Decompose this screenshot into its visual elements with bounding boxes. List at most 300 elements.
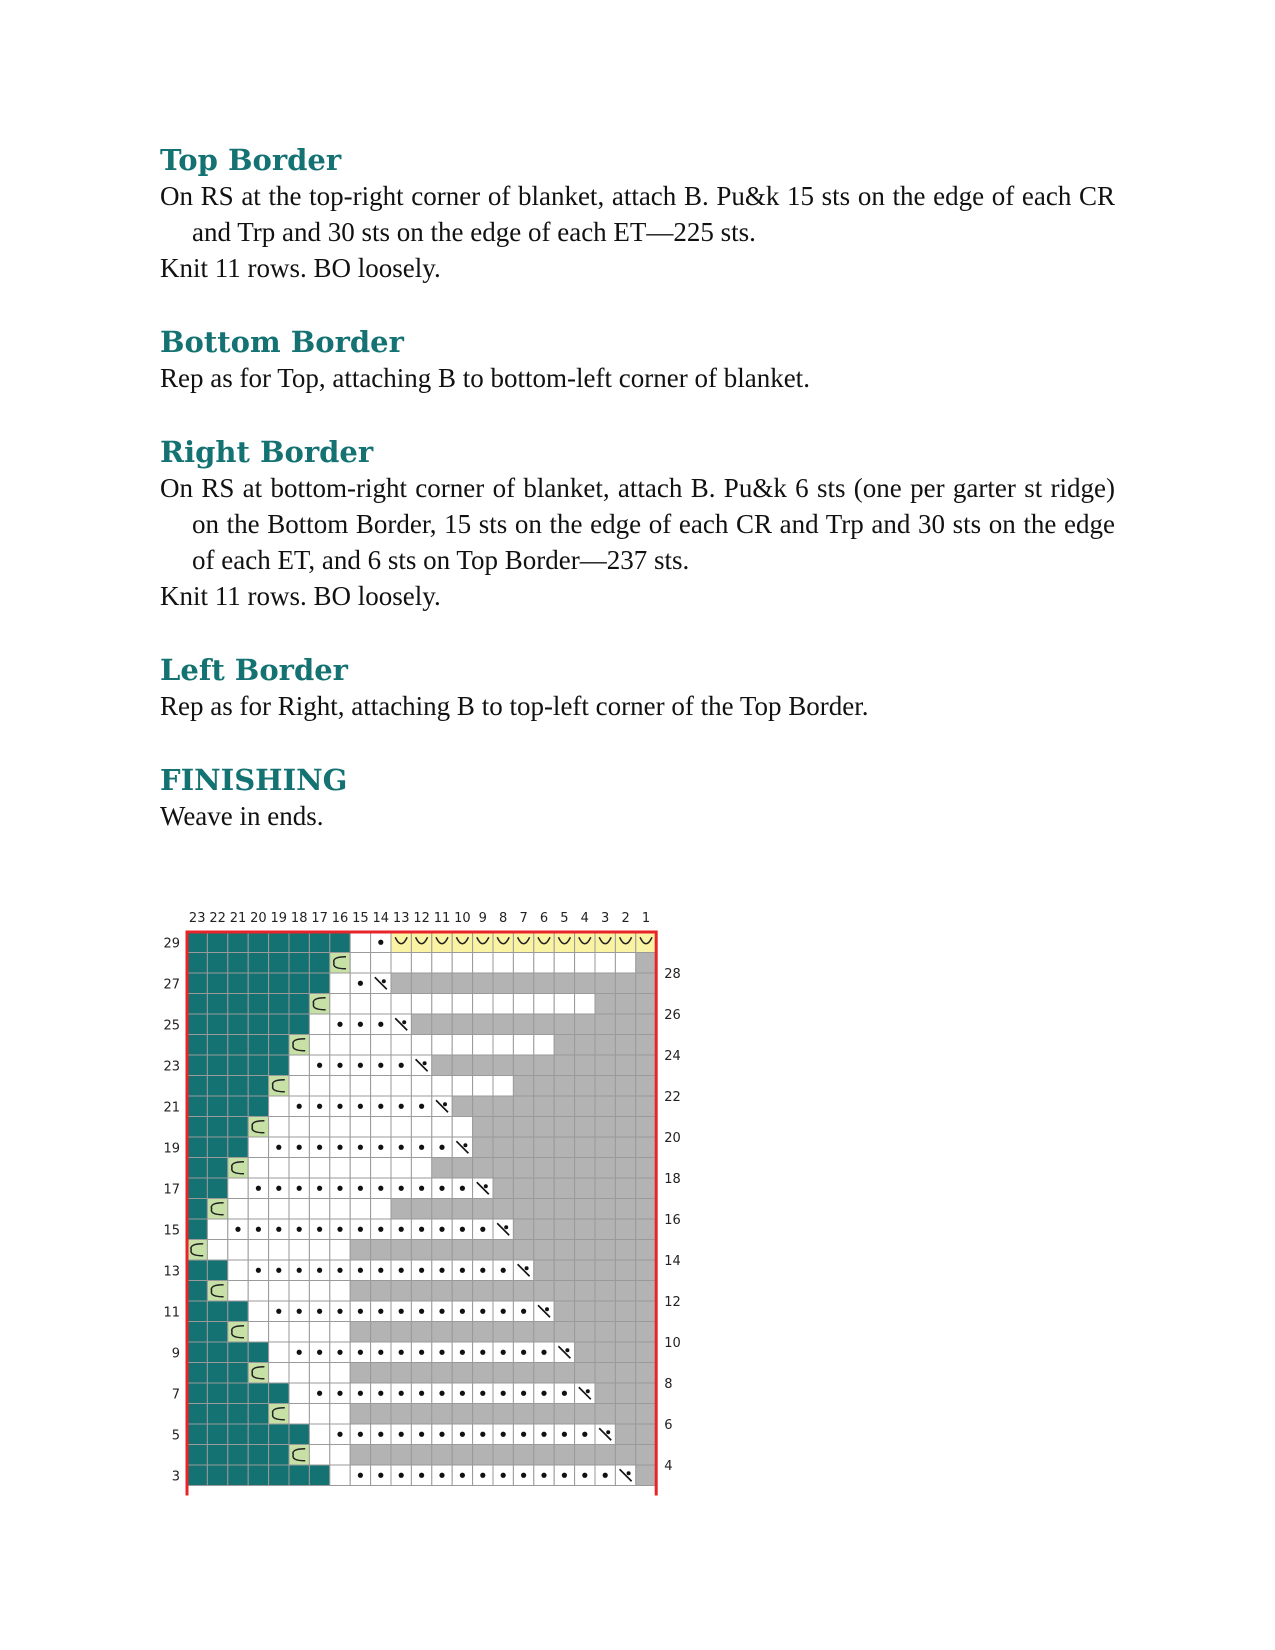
- chart-cell: [513, 1014, 533, 1035]
- chart-cell: [513, 1281, 533, 1302]
- chart-cell: [513, 1363, 533, 1384]
- purl-dot: [378, 1104, 383, 1109]
- chart-cell: [615, 1035, 635, 1056]
- chart-cell: [371, 1404, 391, 1425]
- chart-cell: [513, 1178, 533, 1199]
- chart-cell: [207, 1055, 227, 1076]
- chart-cell: [187, 1014, 207, 1035]
- purl-dot: [480, 1268, 485, 1273]
- chart-cell: [473, 1055, 493, 1076]
- chart-cell: [513, 953, 533, 974]
- chart-cell: [636, 1096, 656, 1117]
- chart-cell: [554, 1240, 574, 1261]
- chart-cell: [371, 1199, 391, 1220]
- purl-dot: [399, 1186, 404, 1191]
- chart-cell: [371, 1035, 391, 1056]
- chart-cell: [432, 1158, 452, 1179]
- chart-cell: [207, 994, 227, 1015]
- chart-cell: [248, 1281, 268, 1302]
- chart-cell: [452, 1076, 472, 1097]
- chart-cell: [452, 1281, 472, 1302]
- chart-cell: [309, 1404, 329, 1425]
- purl-dot: [378, 1473, 383, 1478]
- chart-cell: [187, 1281, 207, 1302]
- purl-dot: [378, 1227, 383, 1232]
- chart-cell: [309, 1076, 329, 1097]
- chart-cell: [473, 1137, 493, 1158]
- chart-cell: [350, 1035, 370, 1056]
- chart-cell: [534, 1137, 554, 1158]
- chart-cell: [330, 1035, 350, 1056]
- purl-dot: [460, 1350, 465, 1355]
- chart-cell: [289, 1055, 309, 1076]
- chart-cell: [289, 1445, 309, 1466]
- chart-cell: [187, 1322, 207, 1343]
- chart-cell: [207, 1117, 227, 1138]
- purl-dot: [480, 1227, 485, 1232]
- purl-dot: [317, 1227, 322, 1232]
- chart-cell: [289, 1383, 309, 1404]
- purl-dot: [297, 1268, 302, 1273]
- chart-cell: [493, 994, 513, 1015]
- chart-cell: [636, 1383, 656, 1404]
- row-label-left: 21: [163, 1100, 180, 1116]
- row-label-left: 9: [171, 1346, 180, 1362]
- decrease-dot: [565, 1348, 569, 1352]
- chart-cell: [595, 932, 615, 953]
- chart-cell: [513, 1240, 533, 1261]
- chart-cell: [309, 1445, 329, 1466]
- chart-cell: [289, 1363, 309, 1384]
- purl-dot: [460, 1186, 465, 1191]
- section-paragraph: Knit 11 rows. BO loosely.: [160, 581, 441, 611]
- column-label: 3: [601, 911, 610, 926]
- chart-cell: [534, 1055, 554, 1076]
- purl-dot: [460, 1432, 465, 1437]
- purl-dot: [439, 1268, 444, 1273]
- row-label-right: 26: [664, 1008, 681, 1023]
- chart-cell: [207, 1342, 227, 1363]
- chart-cell: [228, 1445, 248, 1466]
- chart-cell: [534, 1035, 554, 1056]
- chart-cell: [391, 1199, 411, 1220]
- chart-cell: [207, 1158, 227, 1179]
- row-label-left: 17: [163, 1182, 180, 1198]
- chart-cell: [187, 1424, 207, 1445]
- chart-cell: [636, 1199, 656, 1220]
- row-label-left: 11: [163, 1305, 180, 1321]
- chart-cell: [636, 1014, 656, 1035]
- chart-cell: [595, 1281, 615, 1302]
- chart-cell: [452, 1404, 472, 1425]
- chart-cell: [636, 932, 656, 953]
- chart-cell: [615, 1137, 635, 1158]
- purl-dot: [358, 1145, 363, 1150]
- chart-cell: [228, 1117, 248, 1138]
- chart-cell: [187, 1137, 207, 1158]
- purl-dot: [460, 1268, 465, 1273]
- purl-dot: [480, 1391, 485, 1396]
- chart-cell: [513, 1219, 533, 1240]
- chart-cell: [513, 1035, 533, 1056]
- chart-cell: [473, 1445, 493, 1466]
- purl-dot: [439, 1350, 444, 1355]
- purl-dot: [480, 1350, 485, 1355]
- chart-cell: [330, 1199, 350, 1220]
- chart-cell: [595, 1383, 615, 1404]
- chart-cell: [554, 1178, 574, 1199]
- purl-dot: [297, 1104, 302, 1109]
- chart-cell: [289, 1424, 309, 1445]
- chart-cell: [391, 973, 411, 994]
- chart-cell: [493, 1014, 513, 1035]
- purl-dot: [276, 1268, 281, 1273]
- chart-cell: [350, 953, 370, 974]
- chart-cell: [187, 1363, 207, 1384]
- section-right-border: [160, 434, 1115, 614]
- chart-cell: [228, 1178, 248, 1199]
- chart-cell: [615, 953, 635, 974]
- chart-cell: [228, 994, 248, 1015]
- row-label-left: 29: [163, 936, 180, 952]
- purl-dot: [460, 1391, 465, 1396]
- chart-cell: [493, 1199, 513, 1220]
- chart-cell: [187, 1035, 207, 1056]
- chart-cell: [615, 1383, 635, 1404]
- chart-cell: [473, 1281, 493, 1302]
- chart-cell: [513, 973, 533, 994]
- chart-cell: [615, 1055, 635, 1076]
- chart-cell: [575, 1301, 595, 1322]
- chart-cell: [391, 1363, 411, 1384]
- chart-cell: [330, 1322, 350, 1343]
- chart-cell: [534, 1260, 554, 1281]
- column-label: 18: [290, 911, 308, 926]
- chart-cell: [248, 973, 268, 994]
- chart-cell: [350, 1281, 370, 1302]
- decrease-dot: [504, 1225, 508, 1229]
- row-label-left: 5: [171, 1428, 180, 1444]
- chart-cell: [493, 1445, 513, 1466]
- chart-cell: [575, 1117, 595, 1138]
- row-label-left: 27: [163, 977, 180, 993]
- chart-cell: [473, 973, 493, 994]
- chart-cell: [411, 1240, 431, 1261]
- chart-cell: [289, 1158, 309, 1179]
- chart-cell: [554, 1055, 574, 1076]
- chart-cell: [248, 1035, 268, 1056]
- chart-cell: [371, 953, 391, 974]
- purl-dot: [460, 1309, 465, 1314]
- chart-cell: [575, 953, 595, 974]
- section-top-border: [160, 142, 1115, 286]
- chart-cell: [269, 1240, 289, 1261]
- purl-dot: [582, 1473, 587, 1478]
- chart-cell: [371, 1281, 391, 1302]
- chart-cell: [615, 1301, 635, 1322]
- chart-cell: [248, 1445, 268, 1466]
- purl-dot: [419, 1350, 424, 1355]
- chart-cell: [554, 1117, 574, 1138]
- row-label-right: 10: [664, 1336, 681, 1351]
- chart-cell: [207, 1322, 227, 1343]
- chart-cell: [228, 1199, 248, 1220]
- purl-dot: [378, 1022, 383, 1027]
- purl-dot: [358, 1268, 363, 1273]
- chart-cell: [228, 1035, 248, 1056]
- chart-cell: [207, 932, 227, 953]
- purl-dot: [501, 1350, 506, 1355]
- chart-cell: [228, 1158, 248, 1179]
- purl-dot: [358, 981, 363, 986]
- purl-dot: [358, 1391, 363, 1396]
- chart-cell: [473, 1404, 493, 1425]
- chart-cell: [554, 1363, 574, 1384]
- row-label-right: 8: [664, 1377, 673, 1392]
- row-label-right: 20: [664, 1131, 681, 1146]
- chart-cell: [575, 1035, 595, 1056]
- purl-dot: [297, 1309, 302, 1314]
- chart-cell: [636, 1219, 656, 1240]
- chart-cell: [330, 973, 350, 994]
- column-label: 19: [270, 911, 288, 926]
- chart-cell: [554, 1404, 574, 1425]
- decrease-dot: [627, 1471, 631, 1475]
- chart-cell: [636, 1137, 656, 1158]
- chart-cell: [432, 1117, 452, 1138]
- chart-cell: [330, 1240, 350, 1261]
- purl-dot: [317, 1350, 322, 1355]
- chart-cell: [350, 932, 370, 953]
- chart-cell: [411, 1281, 431, 1302]
- purl-dot: [337, 1186, 342, 1191]
- purl-dot: [480, 1309, 485, 1314]
- purl-dot: [419, 1309, 424, 1314]
- purl-dot: [378, 1391, 383, 1396]
- chart-cell: [575, 1014, 595, 1035]
- row-label-right: 24: [664, 1049, 681, 1064]
- chart-cell: [513, 1158, 533, 1179]
- chart-cell: [309, 1035, 329, 1056]
- chart-cell: [615, 1199, 635, 1220]
- chart-cell: [309, 994, 329, 1015]
- purl-dot: [317, 1063, 322, 1068]
- chart-cell: [248, 994, 268, 1015]
- chart-cell: [595, 1178, 615, 1199]
- chart-cell: [452, 1117, 472, 1138]
- purl-dot: [419, 1145, 424, 1150]
- chart-cell: [289, 1322, 309, 1343]
- purl-dot: [378, 1309, 383, 1314]
- chart-cell: [248, 1383, 268, 1404]
- chart-cell: [493, 1117, 513, 1138]
- chart-cell: [228, 1322, 248, 1343]
- chart-cell: [595, 953, 615, 974]
- chart-cell: [513, 1445, 533, 1466]
- chart-cell: [187, 994, 207, 1015]
- chart-cell: [615, 1260, 635, 1281]
- chart-cell: [228, 1281, 248, 1302]
- purl-dot: [562, 1391, 567, 1396]
- chart-cell: [269, 1363, 289, 1384]
- chart-cell: [554, 953, 574, 974]
- chart-cell: [636, 1158, 656, 1179]
- chart-cell: [432, 1404, 452, 1425]
- chart-cell: [636, 1260, 656, 1281]
- chart-cell: [187, 1219, 207, 1240]
- chart-cell: [411, 1158, 431, 1179]
- column-label: 14: [372, 911, 390, 926]
- chart-cell: [330, 953, 350, 974]
- chart-cell: [575, 1178, 595, 1199]
- chart-cell: [513, 1137, 533, 1158]
- section-title: Bottom Border: [160, 325, 404, 359]
- chart-cell: [432, 1281, 452, 1302]
- purl-dot: [337, 1022, 342, 1027]
- row-label-right: 14: [664, 1254, 681, 1269]
- row-label-left: 25: [163, 1018, 180, 1034]
- column-label: 12: [413, 911, 430, 926]
- chart-cell: [513, 1096, 533, 1117]
- chart-cell: [289, 932, 309, 953]
- chart-cell: [513, 1055, 533, 1076]
- chart-cell: [269, 1404, 289, 1425]
- chart-cell: [248, 1424, 268, 1445]
- chart-cell: [269, 1465, 289, 1486]
- chart-cell: [595, 1260, 615, 1281]
- chart-cell: [207, 1363, 227, 1384]
- chart-cell: [473, 1014, 493, 1035]
- chart-cell: [228, 1240, 248, 1261]
- chart-cell: [554, 1199, 574, 1220]
- chart-cell: [432, 1445, 452, 1466]
- chart-cell: [615, 1281, 635, 1302]
- purl-dot: [297, 1350, 302, 1355]
- purl-dot: [276, 1227, 281, 1232]
- chart-cell: [289, 1035, 309, 1056]
- chart-cell: [534, 1076, 554, 1097]
- chart-cell: [615, 1363, 635, 1384]
- chart-cell: [350, 1199, 370, 1220]
- row-label-right: 28: [664, 967, 681, 982]
- purl-dot: [501, 1309, 506, 1314]
- chart-cell: [228, 1055, 248, 1076]
- chart-cell: [575, 1404, 595, 1425]
- chart-cell: [513, 1076, 533, 1097]
- chart-cell: [534, 994, 554, 1015]
- chart-cell: [330, 1445, 350, 1466]
- purl-dot: [439, 1145, 444, 1150]
- purl-dot: [460, 1473, 465, 1478]
- chart-cell: [187, 1055, 207, 1076]
- chart-cell: [554, 1260, 574, 1281]
- chart-cell: [636, 973, 656, 994]
- chart-cell: [493, 1404, 513, 1425]
- chart-cell: [289, 1014, 309, 1035]
- chart-cell: [452, 1445, 472, 1466]
- purl-dot: [378, 1186, 383, 1191]
- chart-cell: [187, 953, 207, 974]
- chart-cell: [636, 994, 656, 1015]
- chart-cell: [309, 1117, 329, 1138]
- chart-cell: [187, 932, 207, 953]
- row-label-right: 16: [664, 1213, 681, 1228]
- purl-dot: [337, 1063, 342, 1068]
- purl-dot: [439, 1473, 444, 1478]
- chart-cell: [269, 953, 289, 974]
- chart-cell: [309, 1363, 329, 1384]
- chart-cell: [289, 1240, 309, 1261]
- chart-cell: [575, 994, 595, 1015]
- purl-dot: [256, 1227, 261, 1232]
- chart-cell: [350, 1445, 370, 1466]
- chart-cell: [411, 953, 431, 974]
- chart-cell: [473, 1096, 493, 1117]
- purl-dot: [358, 1227, 363, 1232]
- purl-dot: [419, 1268, 424, 1273]
- section-title: FINISHING: [160, 763, 348, 797]
- chart-cell: [595, 1445, 615, 1466]
- chart-cell: [269, 1158, 289, 1179]
- chart-cell: [615, 973, 635, 994]
- section-title: Right Border: [160, 435, 374, 469]
- chart-cell: [432, 1055, 452, 1076]
- chart-cell: [269, 1342, 289, 1363]
- chart-cell: [432, 1076, 452, 1097]
- chart-cell: [595, 1219, 615, 1240]
- column-label: 1: [641, 911, 651, 926]
- chart-cell: [473, 1363, 493, 1384]
- section-paragraph: On RS at bottom-right corner of blanket, attach B. Pu&k 6 sts (one per garter st ridge) on the Bottom Border, 15 sts on the edge of each CR and Trp and 30 sts on the edge of each ET, and 6 sts on Top Border—237 sts.: [160, 473, 1115, 575]
- purl-dot: [337, 1268, 342, 1273]
- column-label: 13: [392, 911, 410, 926]
- chart-cell: [411, 1363, 431, 1384]
- purl-dot: [317, 1391, 322, 1396]
- row-label-right: 12: [664, 1295, 681, 1310]
- purl-dot: [399, 1350, 404, 1355]
- chart-cell: [636, 1281, 656, 1302]
- chart-cell: [207, 1424, 227, 1445]
- chart-cell: [534, 1322, 554, 1343]
- chart-cell: [636, 1342, 656, 1363]
- chart-cell: [330, 1076, 350, 1097]
- chart-cell: [575, 1219, 595, 1240]
- chart-cell: [350, 1404, 370, 1425]
- chart-cell: [309, 953, 329, 974]
- purl-dot: [337, 1350, 342, 1355]
- purl-dot: [460, 1227, 465, 1232]
- chart-cell: [575, 1260, 595, 1281]
- chart-cell: [534, 932, 554, 953]
- chart-cell: [636, 1035, 656, 1056]
- chart-cell: [207, 1096, 227, 1117]
- chart-cell: [248, 1014, 268, 1035]
- chart-cell: [575, 1096, 595, 1117]
- chart-cell: [452, 1199, 472, 1220]
- chart-cell: [452, 1035, 472, 1056]
- chart-cell: [248, 1465, 268, 1486]
- chart-cell: [207, 1281, 227, 1302]
- purl-dot: [337, 1145, 342, 1150]
- purl-dot: [521, 1309, 526, 1314]
- chart-cell: [207, 953, 227, 974]
- chart-cell: [615, 1404, 635, 1425]
- chart-cell: [636, 1445, 656, 1466]
- chart-cell: [615, 1342, 635, 1363]
- chart-cell: [289, 1117, 309, 1138]
- chart-cell: [473, 953, 493, 974]
- chart-cell: [554, 1445, 574, 1466]
